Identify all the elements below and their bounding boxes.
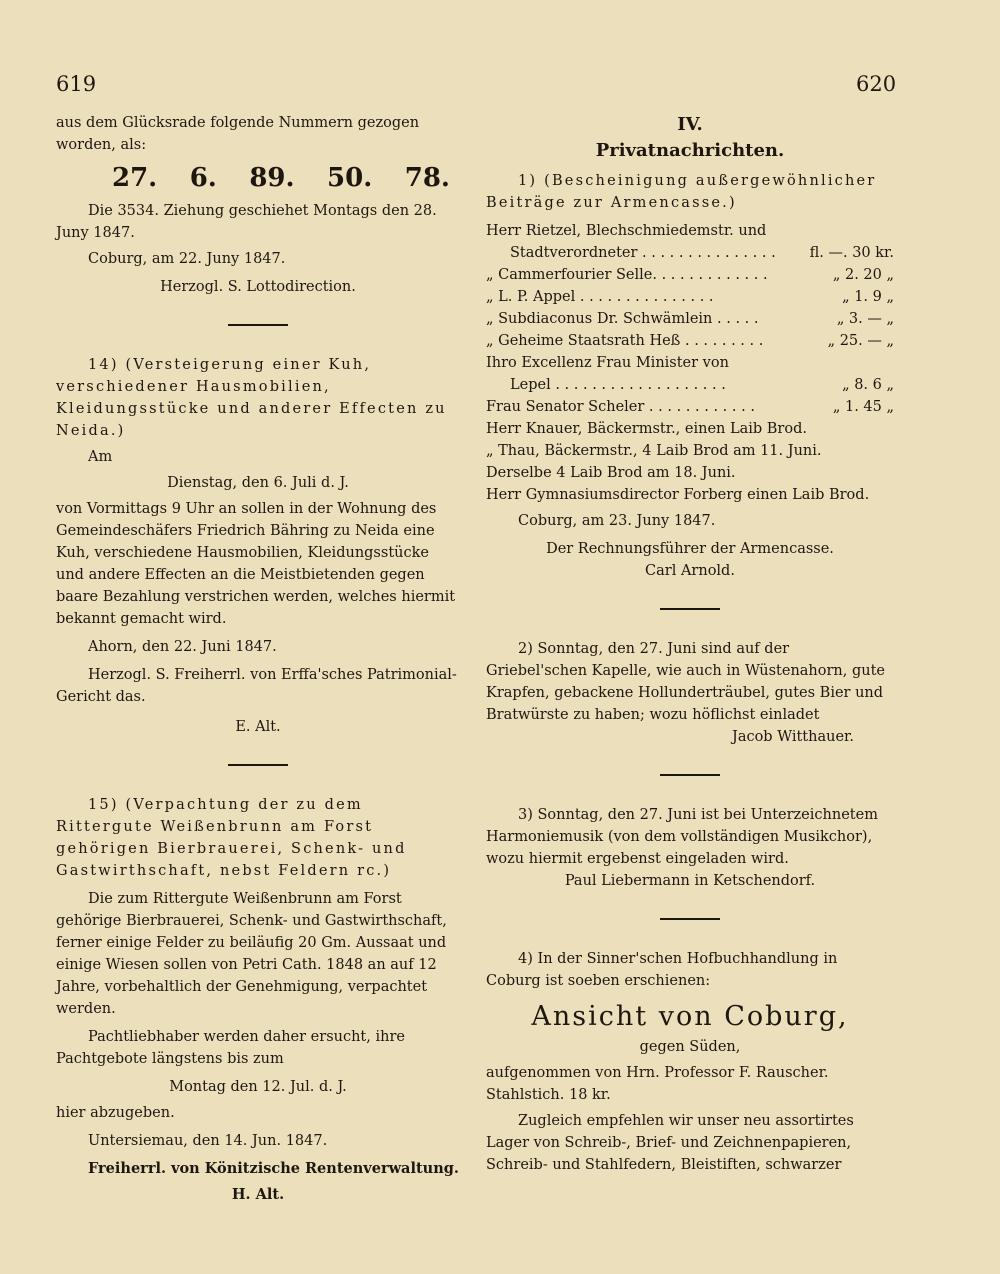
separator-rule <box>228 324 288 326</box>
notice-14-signature: E. Alt. <box>235 719 281 735</box>
notice-4-body2: Zugleich empfehlen wir unser neu assortirtes Lager von Schreib-, Brief- und Zeichnenpapieren, Schreib- und Stahlfedern, Bleistiften, schwarzer <box>486 1113 854 1173</box>
notice-1-place-date: Coburg, am 23. Juny 1847. <box>518 513 716 529</box>
donor-name: Lepel . . . . . . . . . . . . . . . . . . . <box>510 377 726 393</box>
donor-row <box>486 242 894 264</box>
donor-name: „ Cammerfourier Selle. . . . . . . . . . . . . <box>486 267 768 283</box>
page-number-right: 620 <box>856 72 897 96</box>
donor-amount: „ 1. 45 „ <box>832 399 894 415</box>
donor-amount: „ 2. 20 „ <box>832 267 894 283</box>
donor-name: „ Subdiaconus Dr. Schwämlein . . . . . <box>486 311 759 327</box>
donor-row <box>486 374 894 396</box>
donor-amount: „ 3. — „ <box>836 311 894 327</box>
notice-1-title: 1) (Bescheinigung außergewöhnlicher Beiträge zur Armencasse.) <box>486 173 877 211</box>
drawn-numbers <box>56 156 460 200</box>
drawn-number: 89. <box>249 163 295 193</box>
notice-3-body: 3) Sonntag, den 27. Juni ist bei Unterzeichnetem Harmoniemusik (von dem vollständigen Musikchor), wozu hiermit ergebenst eingeladen wird. <box>486 807 878 867</box>
separator-rule <box>660 608 720 610</box>
notice-3-signature: Paul Liebermann in Ketschendorf. <box>564 873 816 889</box>
left-column <box>56 112 460 1206</box>
donor-row <box>486 286 894 308</box>
notice-15-body: Die zum Rittergute Weißenbrunn am Forst gehörige Bierbrauerei, Schenk- und Gastwirthschaft, ferner einige Felder zu beiläufig 20 Gm. Aussaat und einige Wiesen sollen von Petri Cath. 1848 an auf 12 Jahre, vorbehaltlich der Genehmigung, verpachtet werden. <box>56 891 447 1017</box>
notice-4-subtitle: gegen Süden, <box>639 1039 741 1055</box>
notice-14-title: 14) (Versteigerung einer Kuh, verschiedener Hausmobilien, Kleidungsstücke und anderer Effecten zu Neida.) <box>56 357 447 439</box>
donor-list <box>486 220 894 506</box>
separator-rule <box>228 764 288 766</box>
notice-4-body: 4) In der Sinner'schen Hofbuchhandlung in Coburg ist soeben erschienen: <box>486 951 838 989</box>
donor-row <box>486 330 894 352</box>
notice-15-body2: Pachtliebhaber werden daher ersucht, ihre Pachtgebote längstens bis zum <box>56 1029 405 1067</box>
notice-4-title: Ansicht von Coburg, <box>531 1001 849 1032</box>
bread-donation: Herr Knauer, Bäckermstr., einen Laib Brod. <box>486 421 807 437</box>
section-number: IV. <box>677 114 703 135</box>
donor-name: Frau Senator Scheler . . . . . . . . . . . . <box>486 399 755 415</box>
donor-row <box>486 396 894 418</box>
donor-row <box>486 264 894 286</box>
section-title: Privatnachrichten. <box>595 140 785 161</box>
separator-rule <box>660 774 720 776</box>
donor-name: „ L. P. Appel . . . . . . . . . . . . . . . <box>486 289 714 305</box>
notice-1-signature-name: Carl Arnold. <box>645 563 735 579</box>
drawn-number: 6. <box>189 163 217 193</box>
bread-donation: „ Thau, Bäckermstr., 4 Laib Brod am 11. Juni. <box>486 443 822 459</box>
separator-rule <box>660 918 720 920</box>
notice-15-place-date: Untersiemau, den 14. Jun. 1847. <box>88 1133 328 1149</box>
donor-name: „ Geheime Staatsrath Heß . . . . . . . . . <box>486 333 764 349</box>
donor-line: Ihro Excellenz Frau Minister von <box>486 355 729 371</box>
notice-15-office: Freiherrl. von Könitzische Rentenverwaltung. <box>88 1160 459 1177</box>
notice-15-signature: H. Alt. <box>231 1186 285 1203</box>
notice-14-court: Herzogl. S. Freiherrl. von Erffa'sches Patrimonial-Gericht das. <box>56 667 457 705</box>
donor-amount: „ 8. 6 „ <box>842 377 894 393</box>
donor-name: Stadtverordneter . . . . . . . . . . . . . . . <box>510 245 776 261</box>
donor-amount: fl. —. 30 kr. <box>809 245 894 261</box>
donor-line: Herr Rietzel, Blechschmiedemstr. und <box>486 223 767 239</box>
donor-row <box>486 308 894 330</box>
donor-amount: „ 1. 9 „ <box>842 289 894 305</box>
notice-4-credit: aufgenommen von Hrn. Professor F. Rauscher. Stahlstich. 18 kr. <box>486 1065 829 1103</box>
notice-14-place-date: Ahorn, den 22. Juni 1847. <box>88 639 277 655</box>
notice-15-title: 15) (Verpachtung der zu dem Rittergute Weißenbrunn am Forst gehörigen Bierbrauerei, Schenk- und Gastwirthschaft, nebst Feldern rc.) <box>56 797 407 879</box>
page-number-left: 619 <box>56 72 97 96</box>
draw-signature: Herzogl. S. Lottodirection. <box>160 279 356 295</box>
lottery-intro: aus dem Glücksrade folgende Nummern gezogen worden, als: <box>56 115 420 153</box>
right-column <box>486 112 894 1176</box>
notice-15-hand-in: hier abzugeben. <box>56 1105 175 1121</box>
notice-14-am: Am <box>88 449 113 465</box>
draw-note: Die 3534. Ziehung geschiehet Montags den 28. Juny 1847. <box>56 203 437 241</box>
donor-amount: „ 25. — „ <box>827 333 894 349</box>
draw-place-date: Coburg, am 22. Juny 1847. <box>88 251 286 267</box>
bread-donation: Derselbe 4 Laib Brod am 18. Juni. <box>486 465 736 481</box>
drawn-number: 50. <box>327 163 373 193</box>
notice-1-signature-title: Der Rechnungsführer der Armencasse. <box>546 541 834 557</box>
notice-15-date: Montag den 12. Jul. d. J. <box>169 1079 347 1095</box>
bread-donation: Herr Gymnasiumsdirector Forberg einen Laib Brod. <box>486 487 870 503</box>
drawn-number: 78. <box>404 163 450 193</box>
drawn-number: 27. <box>112 163 158 193</box>
notice-14-date: Dienstag, den 6. Juli d. J. <box>167 475 349 491</box>
notice-2-body: 2) Sonntag, den 27. Juni sind auf der Griebel'schen Kapelle, wie auch in Wüstenahorn, gute Krapfen, gebackene Hollunderträubel, gutes Bier und Bratwürste zu haben; wozu höflichst einladet <box>486 641 886 723</box>
notice-2-signature: Jacob Witthauer. <box>732 729 854 745</box>
notice-14-body: von Vormittags 9 Uhr an sollen in der Wohnung des Gemeindeschäfers Friedrich Bähring zu Neida eine Kuh, verschiedene Hausmobilien, Kleidungsstücke und andere Effecten an die Meistbietenden gegen baare Bezahlung verstrichen werden, welches hiermit bekannt gemacht wird. <box>56 501 456 627</box>
